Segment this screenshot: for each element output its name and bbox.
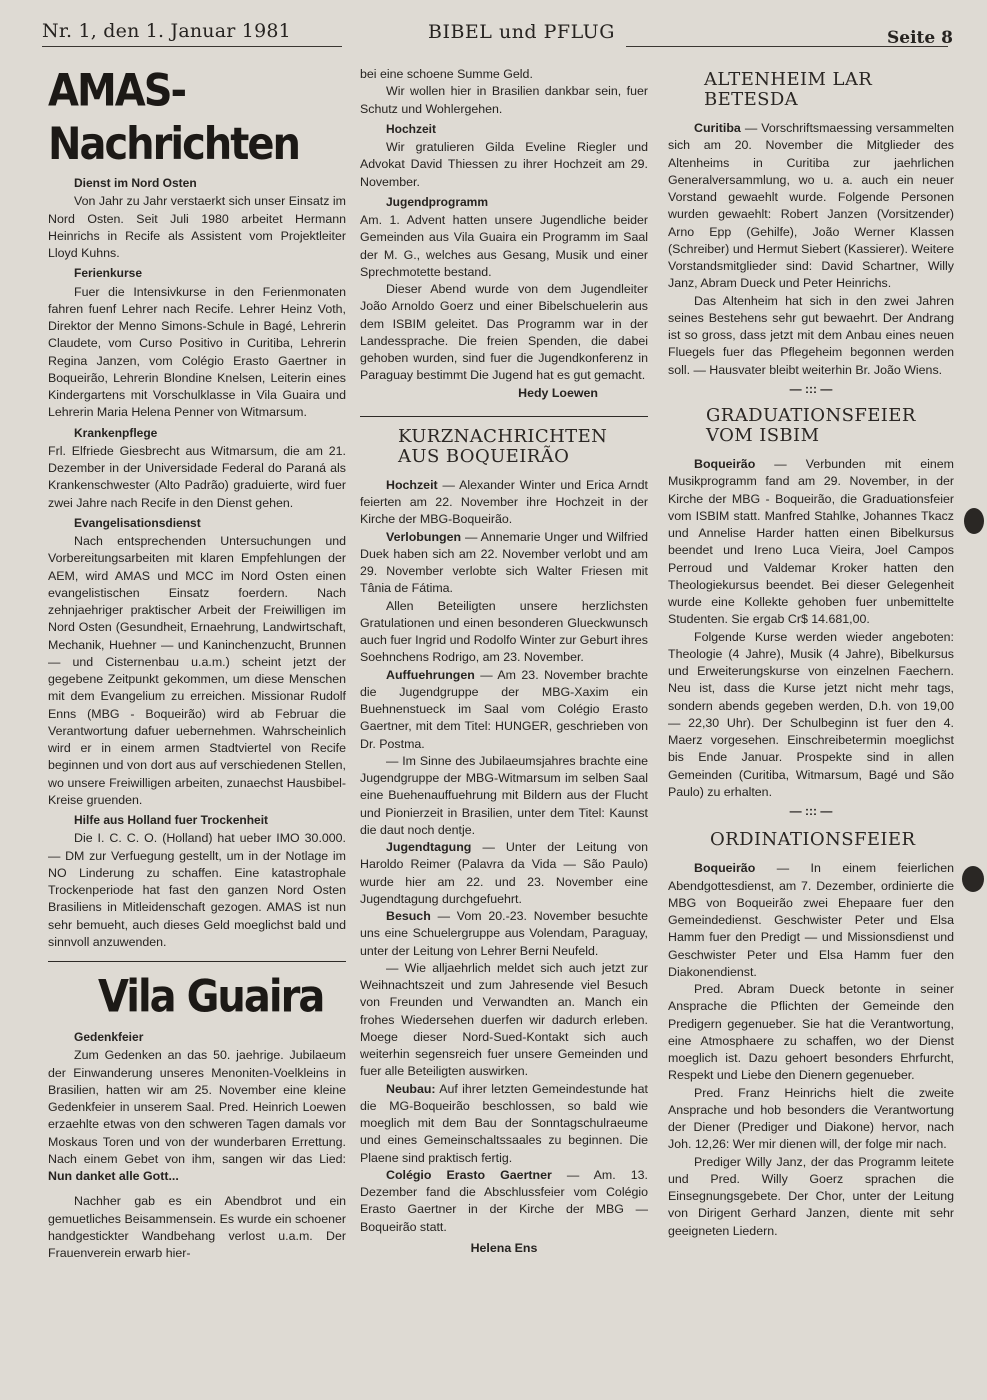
paragraph-k-colegio — [360, 1167, 648, 1236]
subheading-hochzeit: Hochzeit — [386, 121, 437, 136]
text-neubau: Auf ihrer letzten Gemeindestunde hat die MG-Boqueirão beschlossen, so bald wie moeglich mit dem Bau der Sonntagschulraeume und eines Gemeinschaltssaales zu beginnen. Die Plaene sind praktisch fertig. — [360, 1081, 648, 1165]
grad-title-line1: GRADUATIONSFEIER — [706, 405, 916, 426]
lead-besuch: Besuch — [386, 909, 431, 923]
alt-title-line2: BETESDA — [704, 89, 799, 110]
section-separator: — ::: — — [789, 381, 833, 396]
text-graduation-1: — Verbunden mit einem Musikprogramm fand am 29. November, in der Kirche der MBG - Boqueirão, die Graduationsfeier vom ISBIM statt. Manfred Stahlke, Johannes Tkacz und Annelise Harder hatten einen Bibelkursus beendet und Ireno Luca Vieira, Joel Campos Perroud und Valdemar Kroker hatten den Theologiekursus beendet. Bei dieser Gelegenheit wurde eine Kollekte gehoben fuer unbemittelte Studenten. Sie ergab Cr$ 14.681,00. — [668, 457, 954, 627]
paragraph-k-wie: — Wie alljaehrlich meldet sich auch jetzt zur Weihnachtszeit und zum Jahresende viel Besuch von Freunden und Verwandten an. Manch ein frohes Wiedersehen duerfen wir dadurch erleben. Moege dieser Nord-Sued-Kontakt sich auch weiterhin segensreich fuer unsere Gemeinden und fuer alle Beteiligten auswirken. — [360, 960, 648, 1079]
subheading-evangelisation: Evangelisationsdienst — [74, 515, 201, 530]
column-divider — [48, 961, 346, 962]
paragraph-altenheim-2: Das Altenheim hat sich in den zwei Jahren seines Bestehens sehr gut bewaehrt. Der Andrang ist so gross, dass jetzt mit dem Anbau eines neuen Fluegels fuer das Pflegeheim begonnen werden soll. — Hausvater bleibt weiterhin Br. João Wiens. — [668, 293, 954, 377]
paragraph-holland: Die I. C. C. O. (Holland) hat ueber IMO 30.000. — DM zur Verfuegung gestellt, um in der Notlage im NO Linderung zu schaffen. Eine katastrophale Trockenperiode hat fast den ganzen Nord Osten Brasiliens in Mitleidenschaft gezogen. AMAS ist nun sehr bemueht, auch dieses Geld moeglichst bald und sinnvoll anzuwenden. — [48, 831, 346, 949]
lead-colegio: Colégio Erasto Gaertner — [386, 1167, 552, 1182]
alt-title-line1: ALTENHEIM LAR — [704, 69, 873, 90]
paragraph-hochzeit: Wir gratulieren Gilda Eveline Riegler und Advokat David Thiessen zu ihrer Hochzeit am 29. November. — [360, 140, 648, 189]
page-header — [0, 0, 987, 60]
paragraph-ordination-1 — [668, 860, 954, 981]
paragraph-evangelisation: Nach entsprechenden Untersuchungen und Vorbereitungsarbeiten mit klaren Empfehlungen der AEM, wird AMAS und MCC im Nord Osten einen evangelistischen Einsatz foerdern. Nach zehnjaehriger praktischer Arbeit der Freiwilligen im Nord Osten (Gesundheit, Ernaehrung, Landwirtschaft, Mechanik, Huehner — und Kaninchenzucht, Brunnen — und Cisternenbau u.a.m.) scheint jetzt der gegebene Zeitpunkt gekommen, um diese Menschen mit dem Evangelium zu erreichen. Missionar Rudolf Enns (MBG - Boqueirão) wird ab Februar die Verantwortung dafuer uebernehmen. Wahrscheinlich wird er in einem armen Stadtviertel von Recife beginnen und von dort aus auf verschiedenen Stellen, wo unsere Freiwilligen arbeiten, zunaechst Hausbibel-Kreise gruenden. — [48, 534, 346, 807]
header-rule-right — [626, 46, 948, 47]
section-separator: — ::: — — [789, 804, 833, 818]
punch-hole-upper — [964, 508, 984, 534]
paragraph-ferienkurse: Fuer die Intensivkurse in den Ferienmonaten fahren fuenf Lehrer nach Recife. Lehrer Heinz Voth, Direktor der Menno Simons-Schule in Bagé, Lehrerin Claudete, vom Curso Positivo in Curitiba, Lehrerin Regina Janzen, vom Colégio Erasto Gaertner in Boqueirão, Lehrerin Blondine Knelsen, Leiterin eines Kindergartens mit Vorschulklasse in Vila Guaira und Lehrerin Maria Helena Penner von Witmarsum. — [48, 284, 346, 420]
song-title: Nun danket alle Gott... — [48, 1169, 179, 1183]
lead-auffuehrungen: Auffuehrungen — [386, 667, 475, 682]
paragraph-ordination-4: Prediger Willy Janz, der das Programm leitete und Pred. Willy Goerz sprachen die Einsegnungsgebete. Der Chor, unter der Leitung von Dirigent Gerhard Janzen, diente mit sehr geeigneten Liedern. — [668, 1154, 954, 1238]
paragraph-jugend-2: Dieser Abend wurde von dem Jugendleiter João Arnoldo Goerz und einer Bibelschuelerin aus dem ISBIM geleitet. Das Programm war in der Landessprache. Die freien Spenden, die dabei gehoben wurden, sind fuer die Jugendkonferenz in Paraguay bestimmt Die Jugend hat es gut gemacht. — [360, 282, 648, 383]
graduation-title — [668, 406, 954, 446]
lead-boqueirao: Boqueirão — [694, 861, 756, 876]
paragraph-dienst: Von Jahr zu Jahr verstaerkt sich unser Einsatz im Nord Osten. Seit Juli 1980 arbeitet Hermann Heinrichs in Recife als Assistent vom Projektleiter Lloyd Kuhns. — [48, 194, 346, 260]
kurz-title-line1: KURZNACHRICHTEN — [398, 425, 608, 447]
lead-hochzeit: Hochzeit — [386, 477, 438, 492]
text-auffuehrungen: — Am 23. November brachte die Jugendgruppe der MBG-Xaxim ein Buehnenstueck im Saal vom Colégio Erasto Gaertner, mit dem Titel: HUNGER, geschrieben von Dr. Postma. — [360, 667, 648, 751]
kurz-title-line2: AUS BOQUEIRÃO — [398, 445, 570, 467]
paragraph-k-allen: Allen Beteiligten unsere herzlichsten Gratulationen und einen besonderen Glueckwunsch auch fuer Ingrid und Rodolfo Winter zur Geburt ihres Soehnchens Rodrigo, am 23. November. — [360, 598, 648, 665]
column-middle — [360, 66, 648, 1257]
column-left — [48, 64, 346, 1262]
ordination-title: ORDINATIONSFEIER — [710, 829, 916, 851]
text-besuch: — Vom 20.-23. November besuchte uns eine Schuelergruppe aus Volendam, Paraguay, unter der Leitung von Lehrer Berni Neufeld. — [360, 909, 648, 958]
author-signature: Hedy Loewen — [518, 385, 598, 400]
paragraph-k-jugendtagung — [360, 839, 648, 908]
column-right — [668, 70, 954, 1240]
punch-hole-lower — [962, 866, 984, 892]
paragraph-k-verlobung — [360, 529, 648, 598]
paragraph-k-neubau — [360, 1081, 648, 1167]
issue-date: Nr. 1, den 1. Januar 1981 — [42, 20, 291, 42]
subheading-holland: Hilfe aus Holland fuer Trockenheit — [74, 813, 269, 827]
subheading-krankenpflege: Krankenpflege — [74, 425, 158, 440]
paragraph-k-auffuehrung — [360, 667, 648, 753]
paragraph-k-hochzeit — [360, 477, 648, 529]
paragraph-abendbrot: Nachher gab es ein Abendbrot und ein gemuetliches Beisammensein. Es wurde ein schoener handgestickter Wandbehang verlost u.a.m. Der Frauenverein erwarb hier- — [48, 1194, 346, 1260]
paragraph-ordination-2: Pred. Abram Dueck betonte in seiner Ansprache die Pflichten der Gemeinde den Predigern gegenueber. Sie hat die Verantwortung, eine Atmosphaere zu schaffen, wo der Dienst moeglich ist. Dazu gehoert besonders Ehrfurcht, Respekt und Liebe den Dienern gegenueber. — [668, 982, 954, 1083]
paragraph-graduation-1 — [668, 456, 954, 629]
text-altenheim-1: — Vorschriftsmaessing versammelten sich am 20. November die Mitglieder des Altenheims in Curitiba zur jaehrlichen Generalversammlung, wo u. a. auch ein neuer Vorstand gewaehlt wurde. Folgende Personen wurden gewaehlt: Robert Janzen (Vorsitzender) Arno Epp (Gehilfe), João Werner Klassen (Schreiber) und Hermut Siebert (Kassierer). Weitere Vorstandsmitglieder sind: David Schartner, Willy Janz, Abram Dueck und Peter Heinrichs. — [668, 121, 954, 291]
text-hochzeit: — Alexander Winter und Erica Arndt feierten am 22. November ihre Hochzeit in der Kirche der MBG-Boqueirão. — [360, 477, 648, 527]
lead-jugendtagung: Jugendtagung — [386, 840, 472, 854]
kurznachrichten-title — [360, 427, 648, 467]
paragraph-krankenpflege: Frl. Elfriede Giesbrecht aus Witmarsum, die am 21. Dezember in der Universidade Federal do Paraná als Krankenschwester (Alto Padrão) graduierte, wird fuer zwei Jahre nach Recife in den Dienst gehen. — [48, 443, 346, 510]
altenheim-title — [668, 70, 954, 110]
newspaper-name: BIBEL und PFLUG — [428, 21, 615, 43]
paragraph-graduation-2: Folgende Kurse werden wieder angeboten: Theologie (4 Jahre), Musik (4 Jahre), Bibelkursus und Erweiterungskurse von einzelnen Faechern. Neu ist, dass die Kurse jetzt nicht mehr tags, sondern abends gegeben werden, D.h. von 19,00 — 22,30 Uhr). Der Schulbeginn ist fuer den 4. Maerz vorgesehen. Einschreibetermin moeglichst bis Ende Januar. Prospekte sind in allen Gemeinden (Curitiba, Witmarsum, Bagé und São Paulo) zu erhalten. — [668, 629, 954, 799]
subheading-gedenkfeier: Gedenkfeier — [74, 1030, 144, 1044]
lead-boqueirao: Boqueirão — [694, 457, 756, 471]
lead-verlobungen: Verlobungen — [386, 529, 462, 544]
text-jugendtagung: — Unter der Leitung von Haroldo Reimer (Palavra da Vida — São Paulo) wurde hier am 22. und 23. November eine Jugendtagung durchgefuehrt. — [360, 840, 648, 906]
author-signature: Helena Ens — [470, 1240, 538, 1255]
page-number: Seite 8 — [887, 28, 953, 48]
text-colegio: — Am. 13. Dezember fand die Abschlussfeier vom Colégio Erasto Gaertner in der Kirche der MBG — Boqueirão statt. — [360, 1167, 649, 1234]
text-ordination-1: — In einem feierlichen Abendgottesdienst, am 7. Dezember, ordinierte die MBG von Boqueirão zwei Ehepaare fuer den Gemeindedienst. Geschwister Peter und Elsa Hamm fuer den Predigt — und Missionsdienst und Geschwister Peter und Elsa Hamm fuer den Diakonendienst. — [668, 861, 954, 979]
gedenk-text: Zum Gedenken an das 50. jaehrige. Jubilaeum der Einwanderung unseres Menoniten-Voelkleins in Brasilien, hatten wir am 25. November eine kleine Gedenkfeier in unserem Saal. Pred. Heinrich Loewen erzaehlte etwas von den schweren Tagen damals vor Moskaus Toren und von der wunderbaren Errettung. Nach einem Gebet von ihm, sangen wir das Lied: — [48, 1048, 346, 1166]
paragraph-k-jubil: — Im Sinne des Jubilaeumsjahres brachte eine Jugendgruppe der MBG-Witmarsum im selben Saal eine Buehenauffuehrung mit Bildern aus der Flucht und Pionierzeit in Brasilien, unter dem Titel: Kaunst die daut noch dentje. — [360, 753, 648, 837]
paragraph-k-besuch — [360, 908, 648, 960]
vila-guaira-title: Vila Guaira — [98, 971, 324, 1023]
subheading-dienst: Dienst im Nord Osten — [74, 176, 197, 190]
paragraph-gedenkfeier — [48, 1047, 346, 1185]
header-rule-left — [42, 46, 342, 47]
paragraph-dank: Wir wollen hier in Brasilien dankbar sein, fuer Schutz und Wohlergehen. — [360, 84, 648, 116]
subheading-jugendprogramm: Jugendprogramm — [386, 194, 489, 209]
paragraph-continued: bei eine schoene Summe Geld. — [360, 67, 533, 81]
amas-title: AMAS-Nachrichten — [48, 65, 300, 171]
paragraph-ordination-3: Pred. Franz Heinrichs hielt die zweite Ansprache und hob besonders die Verantwortung der Diener (Prediger und Diakone) hervor, nach Joh. 12,26: Wer mir dienen will, der folge mir nach. — [668, 1085, 954, 1152]
paragraph-altenheim-1 — [668, 120, 954, 293]
lead-curitiba: Curitiba — [694, 121, 741, 135]
subheading-ferienkurse: Ferienkurse — [74, 266, 143, 281]
paragraph-jugend-1: Am. 1. Advent hatten unsere Jugendliche beider Gemeinden aus Vila Guaira ein Programm im Saal der M. G., welches aus Gesang, Musik und einer Sprechmotette bestand. — [360, 213, 648, 279]
lead-neubau: Neubau: — [386, 1081, 436, 1096]
column-divider — [360, 416, 648, 417]
text-verlobungen: — Annemarie Unger und Wilfried Duek haben sich am 22. November verlobt und am 29. November verlobte sich Walter Friesen mit Tânia de Fátima. — [360, 529, 648, 596]
grad-title-line2: VOM ISBIM — [706, 425, 820, 446]
